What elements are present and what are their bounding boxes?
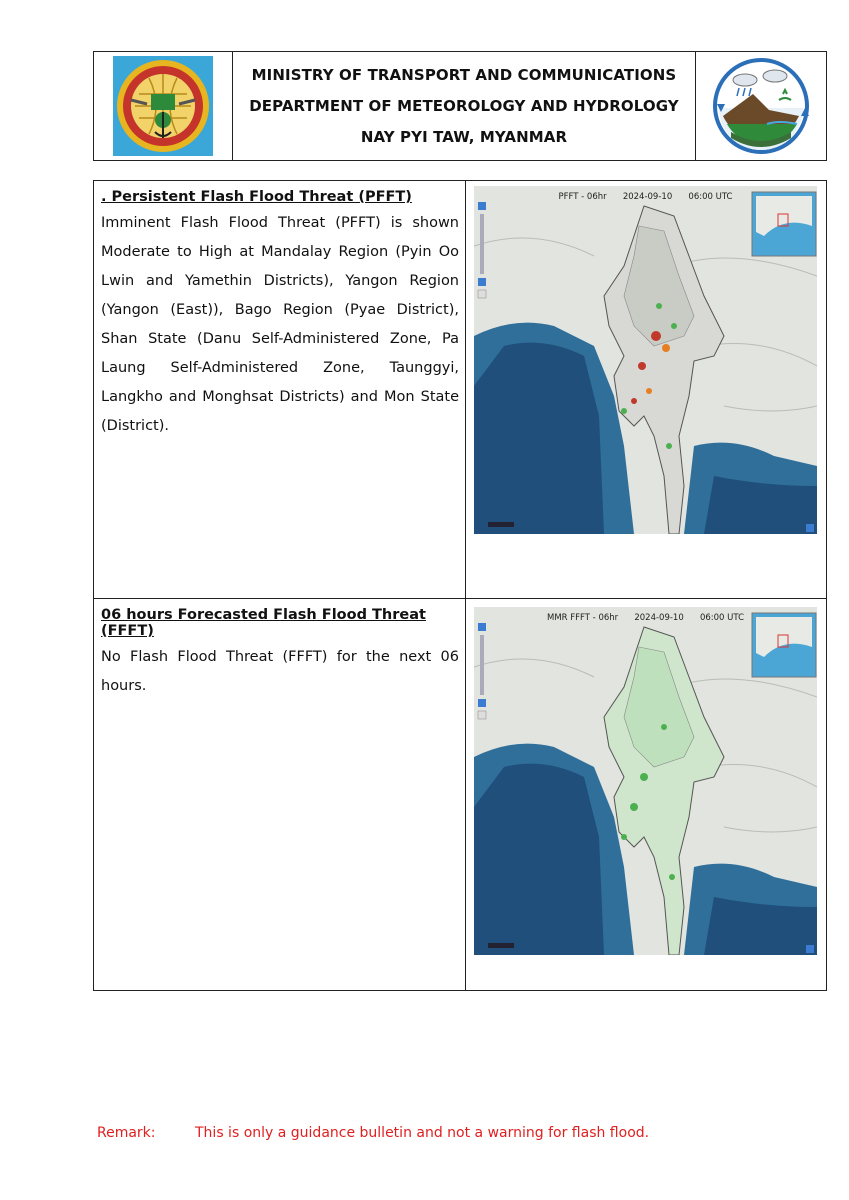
pfft-map-cell (466, 181, 826, 598)
left-logo-cell (94, 52, 233, 160)
ffft-map-cell (466, 599, 826, 990)
department-name: DEPARTMENT OF METEOROLOGY AND HYDROLOGY (249, 96, 679, 115)
pfft-map-graphic (474, 186, 817, 534)
ffft-row (94, 599, 826, 990)
pfft-row (94, 181, 826, 599)
remark-label: Remark: (97, 1125, 156, 1141)
ffft-map-graphic (474, 607, 817, 955)
ffft-text-cell (94, 599, 466, 990)
location-name: NAY PYI TAW, MYANMAR (360, 127, 568, 146)
right-logo-cell (696, 52, 826, 160)
hydrological-cycle-icon (709, 54, 813, 158)
ministry-emblem-icon (111, 54, 215, 158)
pfft-map-caption: PFFT - 06hr 2024-09-10 06:00 UTC (558, 192, 733, 202)
header-title-cell (233, 52, 696, 160)
ffft-map-caption: MMR FFFT - 06hr 2024-09-10 06:00 UTC (546, 613, 745, 623)
remark (97, 1125, 649, 1141)
remark-text: This is only a guidance bulletin and not a warning for flash flood. (195, 1125, 650, 1141)
bulletin-header (93, 51, 827, 161)
pfft-map (474, 186, 817, 534)
ffft-title: 06 hours Forecasted Flash Flood Threat (FFFT) (101, 607, 426, 639)
ffft-description: No Flash Flood Threat (FFFT) for the next 06 hours. (101, 649, 459, 694)
ffft-map (474, 607, 817, 955)
pfft-description: Imminent Flash Flood Threat (PFFT) is shown Moderate to High at Mandalay Region (Pyin Oo Lwin and Yamethin Districts), Yangon Region (Yangon (East)), Bago Region (Pyae District), Shan State (Danu Self-Administered Zone, Pa Laung Self-Administered Zone, Taunggyi, Langkho and Monghsat Districts) and Mon State (District). (101, 215, 459, 434)
pfft-text-cell (94, 181, 466, 598)
ministry-name: MINISTRY OF TRANSPORT AND COMMUNICATIONS (251, 65, 677, 84)
pfft-title: . Persistent Flash Flood Threat (PFFT) (101, 189, 412, 205)
bulletin-table (93, 180, 827, 991)
